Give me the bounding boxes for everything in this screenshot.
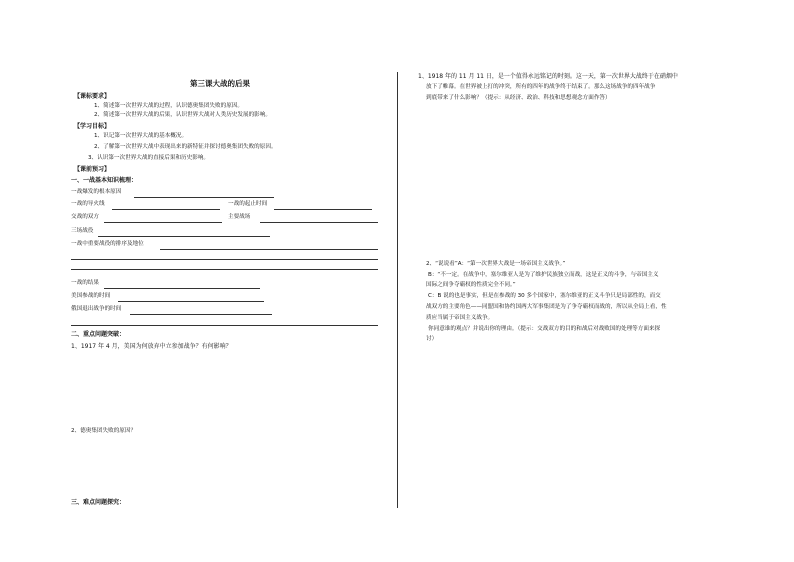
section-heading-preview: 【课前预习】 [74,166,111,173]
column-divider [397,72,398,508]
part-one-heading: 一、一战基本知识梳理： [71,177,138,184]
page-title: 第三课大战的后果 [190,79,250,88]
answer-line-main-fronts[interactable] [260,222,378,223]
answer-line-belligerents[interactable] [104,222,222,223]
key-question-2: 2、德奥集团失败的原因？ [71,428,137,434]
question-us-entry: 美国参战的时间 [71,293,111,299]
section-separator [71,325,378,326]
question-trigger: 一战的导火线 [71,201,105,207]
right-question-2-line-2: B：“不一定。在战争中，塞尔维亚人是为了维护民族独立而战，这是正义的斗争，与帝国主义 [428,272,659,278]
answer-line-battle-order-3[interactable] [71,269,378,270]
question-result: 一战的结果 [71,280,99,286]
right-question-2-line-5: 战双方的主要角色——同盟国和协约国两大军事集团是为了争夺霸权而战的，所以从全局上看，性 [426,304,667,310]
section-heading-objectives: 【学习目标】 [74,123,111,130]
question-battle-order: 一战中重要战役的排序及地位 [71,241,144,247]
standard-item-1: 1、简述第一次世界大战的过程，认识德奥集团失败的原因。 [94,103,243,109]
answer-line-battle-order-1[interactable] [160,249,378,250]
answer-line-trigger[interactable] [112,209,220,210]
part-three-heading: 三、难点问题探究： [71,499,126,506]
question-belligerents: 交战的双方 [71,214,99,220]
objective-item-1: 1、识记第一次世界大战的基本概况。 [94,133,188,139]
answer-line-battle-order-2[interactable] [71,259,378,260]
question-root-cause: 一战爆发的根本原因 [71,189,122,195]
right-question-2-line-4: C：B 说的也是事实，但是在参战的 30 多个国家中，塞尔维亚的正义斗争只是局部性的，而交 [428,293,661,299]
key-question-1: 1、1917 年 4 月，美国为何放弃中立参加战争？有何影响？ [71,343,232,350]
right-question-2-line-1: 2、“说说看”A：“第一次世界大战是一场帝国主义战争。” [426,261,566,267]
answer-line-root-cause[interactable] [134,197,274,198]
answer-line-russia-exit[interactable] [130,314,272,315]
right-question-2-line-7: 你同意谁的观点？并说出你的理由。（提示：交战双方的目的和战后对战败国的处理等方面来探 [428,326,661,332]
question-start-end-time: 一战的起止时间 [228,201,268,207]
right-question-1-line-2: 放下了帷幕。在世界被上打的冲突，所有的四年的战争终于结束了。那么这场战争的四年战争 [426,84,656,90]
question-three-battles: 三场战役 [71,228,94,234]
question-main-fronts: 主要战场 [228,214,251,220]
objective-item-2: 2、了解第一次世界大战中表现出来的新特征并探讨德奥集团失败的原因。 [94,144,277,150]
right-question-1-line-3: 到底带来了什么影响？（提示：从经济、政治、科技和思想观念方面作答） [426,95,611,101]
standard-item-2: 2、简述第一次世界大战的后果，认识世界大战对人类历史发展的影响。 [94,112,271,118]
objective-item-3: 3、认识第一次世界大战的直接后果和历史影响。 [88,155,210,161]
answer-line-three-battles[interactable] [98,236,270,237]
right-question-1-line-1: 1、1918 年的 11 月 11 日，是一个值得永远铭记的时刻。这一天，第一次世界大战终于在硝烟中 [418,73,678,80]
question-russia-exit: 俄国退出战争的时间 [71,306,122,312]
part-two-heading: 二、重点问题突破： [71,331,126,338]
right-question-2-line-6: 质应当属于帝国主义战争。 [426,315,494,321]
section-heading-standards: 【课标要求】 [74,93,111,100]
answer-line-result[interactable] [104,288,260,289]
answer-line-start-end-time[interactable] [274,209,372,210]
answer-line-us-entry[interactable] [118,301,264,302]
right-question-2-line-8: 讨） [426,336,438,342]
right-question-2-line-3: 国际之间争夺霸权的性质完全不同。” [426,282,516,288]
